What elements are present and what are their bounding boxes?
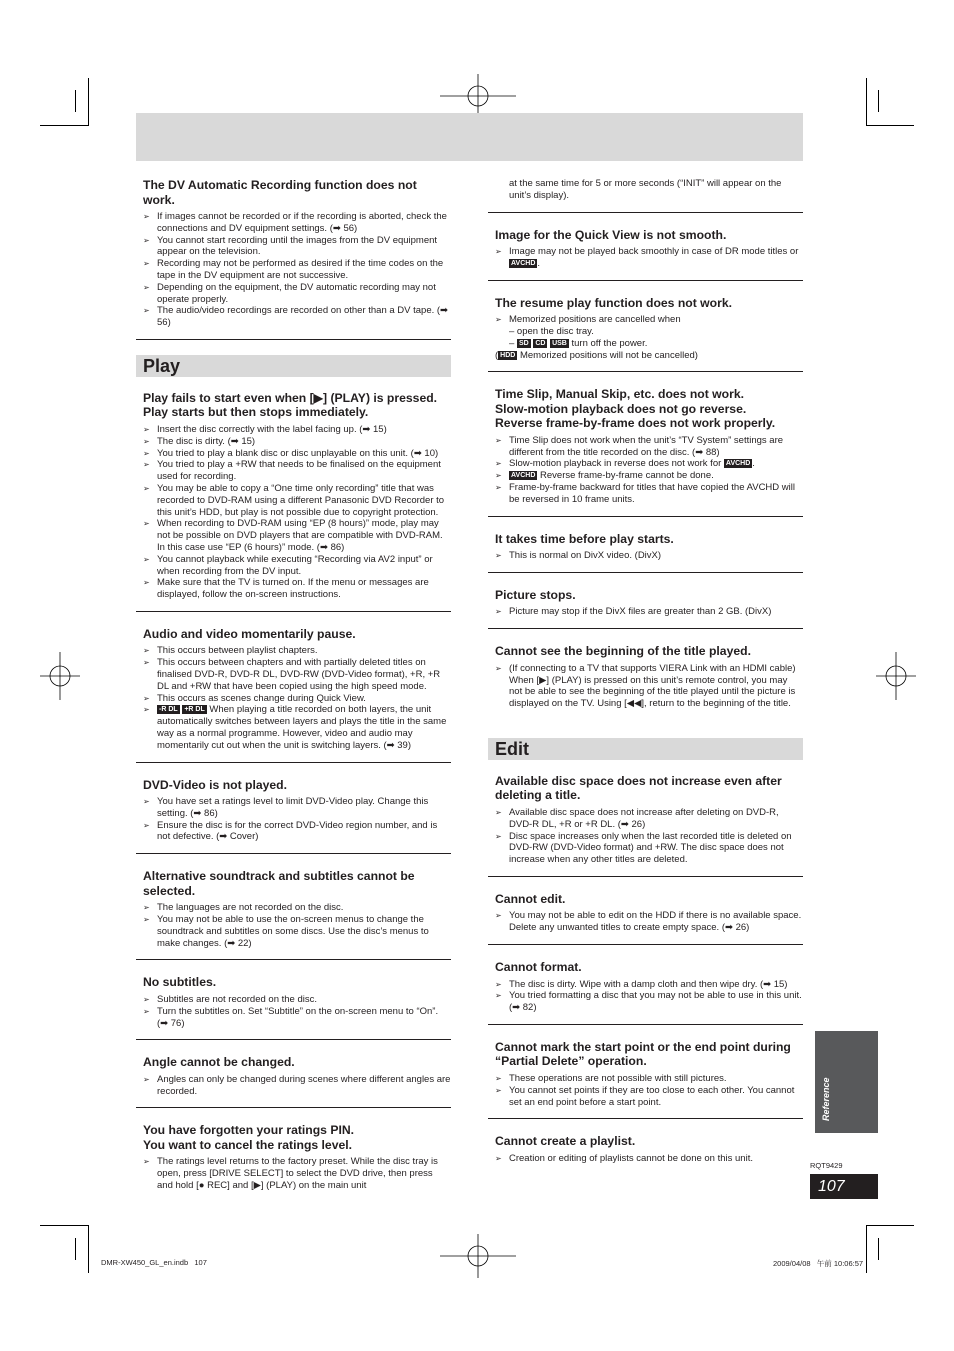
troubleshooting-section [136, 869, 451, 960]
disc-type-badge: -R DL [159, 706, 178, 714]
list-item: ➢ You cannot start recording until the images from the DV equipment appear on the television. [143, 235, 451, 259]
list-item: ➢ Available disc space does not increase after deleting on DVD-R, DVD-R DL, +R or +R DL. (➡ 26) [495, 807, 803, 831]
disc-type-badge: USB [552, 339, 567, 347]
crop-mark [878, 1238, 879, 1260]
list-item: ➢ -R DL +R DL When playing a title recorded on both layers, the unit automatically switches between layers and plays the title in the same way as a normal programme. However, video and audio may momentarily cut out when the unit is switching layers. (➡ 39) [143, 704, 451, 751]
section-heading: Cannot edit. [495, 891, 566, 906]
list-item: ➢ The audio/video recordings are recorded on other than a DV tape. (➡ 56) [143, 305, 451, 329]
left-column [136, 178, 451, 1220]
crop-mark [88, 1225, 89, 1273]
list-item: ➢ Turn the subtitles on. Set “Subtitle” on the on-screen menu to “On”. (➡ 76) [143, 1006, 451, 1030]
list-item: ➢ You cannot playback while executing “Recording via AV2 input” or when recording from the DV input. [143, 554, 451, 578]
troubleshooting-section [488, 960, 803, 1025]
doc-code: RQT9429 [810, 1161, 843, 1170]
list-item: Delete any unwanted titles to create empty space. (➡ 26) [509, 922, 750, 934]
list-item: ➢ Disc space increases only when the last recorded title is deleted on DVD-RW (DVD-Video format) and +RW. The disc space does not increase when any other titles are deleted. [495, 831, 803, 866]
list-item: ➢ Make sure that the TV is turned on. If the menu or messages are displayed, follow the on-screen instructions. [143, 577, 451, 601]
disc-type-badge: CD [535, 339, 546, 347]
troubleshooting-section [136, 778, 451, 855]
list-item: ➢ You cannot set points if they are too close to each other. You cannot set an end point before a start point. [495, 1085, 803, 1109]
list-item: ➢ These operations are not possible with still pictures. [495, 1073, 803, 1085]
disc-type-badge: +R DL [184, 706, 205, 714]
troubleshooting-section [136, 1055, 451, 1108]
list-item: – open the disc tray. [509, 325, 594, 337]
crop-mark [866, 1225, 867, 1273]
bullet-list [495, 606, 803, 618]
right-column [488, 178, 803, 1193]
crop-mark [75, 1238, 76, 1260]
disc-type-badge: SD [518, 339, 529, 347]
bullet-list [143, 902, 451, 949]
continued-text: at the same time for 5 or more seconds (“INIT” will appear on the unit’s display). [488, 178, 803, 213]
section-heading: The DV Automatic Recording function does not work. [143, 178, 417, 207]
section-heading: No subtitles. [143, 975, 217, 990]
registration-mark [440, 74, 516, 118]
troubleshooting-section [488, 532, 803, 573]
troubleshooting-section [488, 387, 803, 516]
list-item: ➢ Memorized positions are cancelled when [495, 314, 803, 326]
list-item: ➢ Slow-motion playback in reverse does not work for AVCHD . [495, 458, 803, 470]
section-heading: Alternative soundtrack and subtitles cannot be selected. [143, 869, 415, 898]
list-item: ➢ You tried to play a +RW that needs to be finalised on the equipment used for recording. [143, 459, 451, 483]
list-item: ( HDD Memorized positions will not be cancelled) [495, 349, 698, 361]
bullet-list [143, 424, 451, 601]
section-heading: Cannot see the beginning of the title played. [495, 644, 751, 659]
disc-type-badge: AVCHD [725, 460, 751, 468]
registration-mark [440, 1234, 516, 1278]
list-item: ➢ You may not be able to use the on-screen menus to change the soundtrack and subtitles on some discs. Use the disc’s menus to make changes. (➡ 22) [143, 914, 451, 949]
crop-mark [75, 90, 76, 112]
list-item: – SD CD USB turn off the power. [509, 337, 648, 349]
section-heading: It takes time before play starts. [495, 531, 674, 546]
crop-mark [40, 1225, 88, 1226]
page-number: 107 [810, 1174, 878, 1199]
list-item: ➢ If images cannot be recorded or if the recording is aborted, check the connections and DV equipment settings. (➡ 56) [143, 211, 451, 235]
troubleshooting-section [136, 1123, 451, 1201]
section-heading: You have forgotten your ratings PIN. You want to cancel the ratings level. [143, 1123, 355, 1152]
bullet-list [143, 796, 451, 843]
disc-type-badge: HDD [500, 351, 516, 359]
list-item: ➢ The disc is dirty. (➡ 15) [143, 436, 451, 448]
registration-mark [876, 652, 916, 700]
header-band [136, 113, 803, 161]
list-item: ➢ Image may not be played back smoothly in case of DR mode titles or AVCHD . [495, 246, 803, 270]
bullet-list [143, 211, 451, 329]
bullet-list [495, 314, 803, 361]
crop-mark [866, 1225, 914, 1226]
troubleshooting-section [488, 1040, 803, 1119]
section-heading: Cannot mark the start point or the end point during “Partial Delete” operation. [495, 1039, 791, 1069]
section-heading: Angle cannot be changed. [143, 1055, 295, 1070]
list-item: ➢ You tried formatting a disc that you may not be able to use in this unit. (➡ 82) [495, 990, 803, 1014]
section-heading: Picture stops. [495, 587, 576, 602]
troubleshooting-section [136, 178, 451, 340]
registration-mark [40, 652, 80, 700]
bullet-list [495, 435, 803, 506]
bullet-list [495, 1073, 803, 1108]
list-item: ➢ When recording to DVD-RAM using “EP (8 hours)” mode, play may not be possible on DVD players that are compatible with DVD-RAM. In this case use “EP (6 hours)” mode. (➡ 86) [143, 518, 451, 553]
list-item: ➢ The disc is dirty. Wipe with a damp cloth and then wipe dry. (➡ 15) [495, 979, 803, 991]
list-item: ➢ AVCHD Reverse frame-by-frame cannot be done. [495, 470, 803, 482]
section-banner-edit: Edit [488, 738, 803, 760]
bullet-list [495, 910, 803, 934]
bullet-list [495, 979, 803, 1014]
bullet-list [495, 807, 803, 866]
list-item: ➢ The languages are not recorded on the disc. [143, 902, 451, 914]
section-heading: Time Slip, Manual Skip, etc. does not work. Slow-motion playback does not go reverse. Reverse frame-by-frame does not work properly. [495, 387, 776, 431]
section-heading: Play fails to start even when [▶] (PLAY) is pressed. Play starts but then stops immediately. [143, 390, 438, 420]
bullet-list [495, 663, 803, 710]
troubleshooting-section [136, 627, 451, 763]
troubleshooting-section [488, 644, 803, 720]
troubleshooting-section [488, 228, 803, 281]
bullet-list [143, 1156, 451, 1191]
crop-mark [866, 125, 914, 126]
troubleshooting-section [488, 296, 803, 373]
footer-file-info: DMR-XW450_GL_en.indb 107 [101, 1258, 207, 1267]
troubleshooting-section [136, 391, 451, 612]
section-heading: Audio and video momentarily pause. [143, 626, 356, 641]
side-tab-label: Reference [821, 1077, 831, 1121]
troubleshooting-section [488, 588, 803, 629]
list-item: ➢ You have set a ratings level to limit DVD-Video play. Change this setting. (➡ 86) [143, 796, 451, 820]
side-tab-reference [815, 1031, 878, 1133]
section-heading: Image for the Quick View is not smooth. [495, 227, 727, 242]
bullet-list [143, 1074, 451, 1098]
section-heading: Cannot create a playlist. [495, 1134, 636, 1149]
list-item: ➢ Angles can only be changed during scenes where different angles are recorded. [143, 1074, 451, 1098]
troubleshooting-section [488, 774, 803, 877]
list-item: ➢ You may be able to copy a “One time only recording” title that was recorded to DVD-RAM using a different Panasonic DVD Recorder to this unit’s HDD, but play is not possible due to copyright protection. [143, 483, 451, 518]
list-item: ➢ This is normal on DivX video. (DivX) [495, 550, 803, 562]
bullet-list [495, 1153, 803, 1165]
list-item: ➢ Depending on the equipment, the DV automatic recording may not operate properly. [143, 282, 451, 306]
crop-mark [40, 125, 88, 126]
list-item: ➢ This occurs between playlist chapters. [143, 645, 451, 657]
list-item: ➢ The ratings level returns to the factory preset. While the disc tray is open, press [DRIVE SELECT] to select the DVD drive, then press and hold [● REC] and [▶] (PLAY) on the main unit [143, 1156, 451, 1191]
troubleshooting-section [488, 892, 803, 945]
list-item: ➢ Ensure the disc is for the correct DVD-Video region number, and is not defective. (➡ Cover) [143, 820, 451, 844]
section-heading: Available disc space does not increase even after deleting a title. [495, 773, 782, 803]
troubleshooting-section [488, 1134, 803, 1174]
section-heading: The resume play function does not work. [495, 295, 733, 310]
footer-timestamp: 2009/04/08 午前 10:06:57 [773, 1259, 864, 1268]
list-item: ➢ Creation or editing of playlists cannot be done on this unit. [495, 1153, 803, 1165]
crop-mark [88, 78, 89, 126]
bullet-list [495, 550, 803, 562]
section-heading: Cannot format. [495, 960, 582, 975]
list-item: ➢ This occurs as scenes change during Quick View. [143, 693, 451, 705]
section-banner-play: Play [136, 355, 451, 377]
disc-type-badge: AVCHD [511, 472, 536, 480]
list-item: ➢ You may not be able to edit on the HDD if there is no available space. [495, 910, 803, 922]
section-heading: DVD-Video is not played. [143, 777, 288, 792]
disc-type-badge: AVCHD [511, 259, 536, 267]
bullet-list [143, 994, 451, 1029]
list-item: ➢ Insert the disc correctly with the label facing up. (➡ 15) [143, 424, 451, 436]
list-item: When [▶] (PLAY) is pressed on this unit’s remote control, you may not be able to see the beginning of the title played until the picture is displayed on the TV. Using [◀◀], return to the beginning of the title. [509, 674, 796, 710]
bullet-list [143, 645, 451, 751]
list-item: ➢ Picture may stop if the DivX files are greater than 2 GB. (DivX) [495, 606, 803, 618]
troubleshooting-section [136, 975, 451, 1040]
list-item: ➢ Recording may not be performed as desired if the time codes on the tape in the DV equipment are not successive. [143, 258, 451, 282]
list-item: ➢ This occurs between chapters and with partially deleted titles on finalised DVD-R, DVD-R DL, DVD-RW (DVD-Video format), +R, +R DL and +RW that have been copied using the high speed mode. [143, 657, 451, 692]
list-item: ➢ Time Slip does not work when the unit’s “TV System” settings are different from the title recorded on the disc. (➡ 88) [495, 435, 803, 459]
list-item: ➢ You tried to play a blank disc or disc unplayable on this unit. (➡ 10) [143, 448, 451, 460]
list-item: ➢ Subtitles are not recorded on the disc. [143, 994, 451, 1006]
crop-mark [866, 78, 867, 126]
list-item: ➢ Frame-by-frame backward for titles that have copied the AVCHD will be reversed in 10 frame units. [495, 482, 803, 506]
bullet-list [495, 246, 803, 270]
list-item: ➢ (If connecting to a TV that supports VIERA Link with an HDMI cable) [495, 663, 803, 675]
crop-mark [878, 90, 879, 112]
